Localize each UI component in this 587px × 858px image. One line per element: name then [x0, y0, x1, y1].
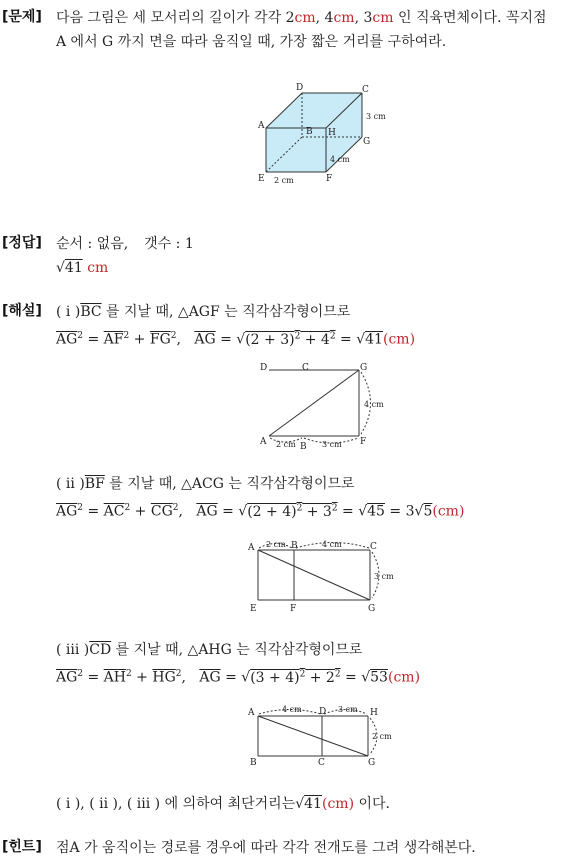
label-C: C [362, 85, 369, 95]
answer-order: 순서 : 없음, [56, 236, 129, 252]
answer-line-1 [56, 234, 194, 254]
fig2-label-C: C [370, 542, 377, 552]
answer-count: 갯수 : 1 [144, 236, 194, 252]
case2-header: ( ii )$\overline{BF}$ 를 지날 때, △ACG 는 직각삼각형이므로 [56, 476, 355, 492]
solution-conclusion: ( i ), ( ii ), ( iii ) 에 의하여 최단거리는√41(cm) 이다. [56, 796, 390, 812]
solution-tag: [해설] [2, 303, 42, 319]
fig2-label-A: A [248, 543, 255, 553]
fig3-label-D: D [319, 707, 327, 717]
net-figure-2 [244, 536, 400, 616]
problem-tag: [문제] [2, 9, 42, 25]
fig1-label-G: G [360, 363, 368, 373]
dim-4cm: 4 cm [330, 155, 350, 164]
label-F: F [326, 174, 333, 184]
fig2-dim-4: 4 cm [322, 540, 342, 549]
label-G: G [363, 137, 371, 147]
fig2-dim-3: 3 cm [374, 572, 394, 581]
label-B: B [306, 127, 313, 137]
answer-tag: [정답] [2, 235, 42, 251]
problem-line-2: A 에서 G 까지 면을 따라 움직일 때, 가장 짧은 거리를 구하여라. [56, 34, 447, 50]
case2-equation: $\overline{AG}^2 = \overline{AC}^2 + \overline{CG}^2$, $\overline{AG} = √(2 + 4)^2 + 3^2 = √45 = 3√5(cm)$ [56, 503, 465, 520]
answer-value: √41 cm [56, 260, 109, 276]
case1-header: ( i )$\overline{BC}$ 를 지날 때, △AGF 는 직각삼각형이므로 [56, 304, 351, 320]
net-figure-1 [256, 360, 386, 452]
fig1-label-A: A [260, 437, 267, 447]
label-E: E [258, 174, 265, 184]
fig3-dim-3: 3 cm [338, 705, 358, 714]
label-D: D [296, 83, 304, 93]
fig2-label-E: E [250, 604, 257, 614]
fig1-dim-4: 4 cm [364, 400, 384, 409]
fig2-label-F: F [290, 604, 297, 614]
box-figure [250, 82, 400, 188]
fig2-dim-2: 2 cm [266, 540, 286, 549]
case1-equation: $\overline{AG}^2 = \overline{AF}^2 + \overline{FG}^2$, $\overline{AG} = √(2 + 3)^2 + 4^2 = √41(cm)$ [56, 331, 416, 348]
dim-3cm: 3 cm [366, 112, 386, 121]
case3-equation: $\overline{AG}^2 = \overline{AH}^2 + \overline{HG}^2$, $\overline{AG} = √(3 + 4)^2 + 2^2 = √53(cm)$ [56, 669, 421, 686]
hint-tag: [힌트] [2, 839, 42, 855]
hint-text: 점A 가 움직이는 경로를 경우에 따라 각각 전개도를 그려 생각해본다. [56, 840, 476, 856]
fig3-label-A: A [248, 708, 255, 718]
case3-header: ( iii )$\overline{CD}$ 를 지날 때, △AHG 는 직각삼각형이므로 [56, 642, 363, 658]
label-H: H [328, 128, 336, 138]
fig1-label-D: D [260, 363, 268, 373]
label-A: A [258, 121, 265, 131]
fig1-label-B: B [300, 442, 307, 452]
fig3-label-C: C [318, 758, 325, 768]
fig2-label-G: G [368, 604, 376, 614]
fig3-dim-4: 4 cm [282, 705, 302, 714]
fig1-label-C: C [302, 363, 309, 373]
fig3-label-B: B [250, 758, 257, 768]
length-3: 3 [363, 10, 373, 26]
fig1-dim-2: 2 cm [276, 440, 296, 449]
length-2: 4 [324, 10, 334, 26]
length-1: 2 [285, 10, 295, 26]
fig1-dim-3: 3 cm [322, 440, 342, 449]
fig1-label-F: F [360, 437, 367, 447]
fig3-label-G: G [368, 758, 376, 768]
net-figure-3 [244, 702, 400, 768]
fig3-label-H: H [370, 708, 378, 718]
problem-line-1: 다음 그림은 세 모서리의 길이가 각각 2cm, 4cm, 3cm 인 직육면체이다. 꼭지점 [56, 10, 547, 26]
dim-2cm: 2 cm [274, 176, 294, 185]
fig2-label-B: B [291, 541, 298, 551]
fig3-dim-2: 2 cm [372, 732, 392, 741]
